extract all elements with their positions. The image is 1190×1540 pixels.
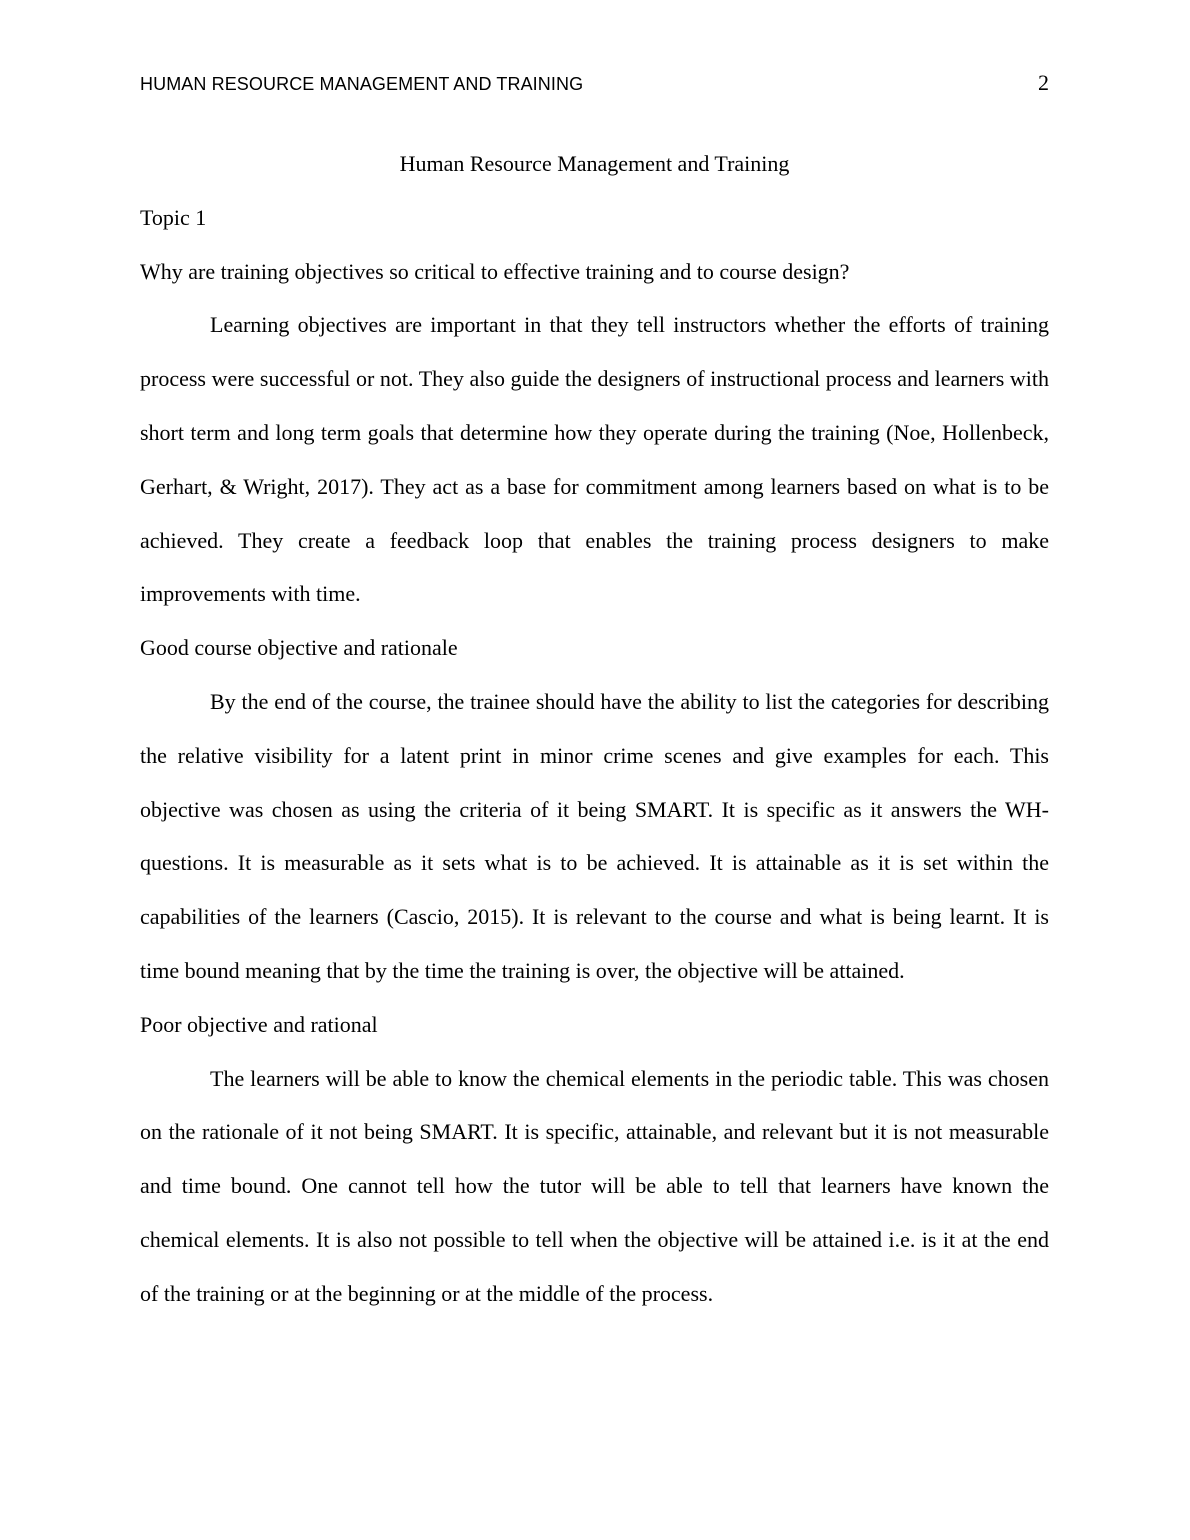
good-objective-heading: Good course objective and rationale: [140, 635, 458, 661]
paragraph-poor-objective: The learners will be able to know the chemical elements in the periodic table. This was chosen on the rationale of it not being SMART. It is specific, attainable, and relevant but it is not measurable and time bound. One cannot tell how the tutor will be able to tell that learners have known the chemical elements. It is also not possible to tell when the objective will be attained i.e. is it at the end of the training or at the beginning or at the middle of the process.: [140, 1065, 1049, 1306]
topic-heading: Topic 1: [140, 204, 207, 230]
page-header: [140, 70, 1049, 100]
document-body: [140, 137, 1049, 1321]
paragraph-learning-objectives: Learning objectives are important in that they tell instructors whether the efforts of training process were successful or not. They also guide the designers of instructional process and learners with short term and long term goals that determine how they operate during the training (Noe, Hollenbeck, Gerhart, & Wright, 2017). They act as a base for commitment among learners based on what is to be achieved. They create a feedback loop that enables the training process designers to make improvements with time.: [140, 312, 1049, 607]
document-title: Human Resource Management and Training: [399, 151, 790, 176]
page-number: 2: [1038, 70, 1049, 95]
poor-objective-heading: Poor objective and rational: [140, 1011, 378, 1037]
question-heading: Why are training objectives so critical to effective training and to course design?: [140, 258, 850, 284]
paragraph-good-objective: By the end of the course, the trainee should have the ability to list the categories for describing the relative visibility for a latent print in minor crime scenes and give examples for each. This objective was chosen as using the criteria of it being SMART. It is specific as it answers the WH-questions. It is measurable as it sets what is to be achieved. It is attainable as it is set within the capabilities of the learners (Cascio, 2015). It is relevant to the course and what is being learnt. It is time bound meaning that by the time the training is over, the objective will be attained.: [140, 688, 1049, 983]
running-head: HUMAN RESOURCE MANAGEMENT AND TRAINING: [140, 74, 584, 94]
